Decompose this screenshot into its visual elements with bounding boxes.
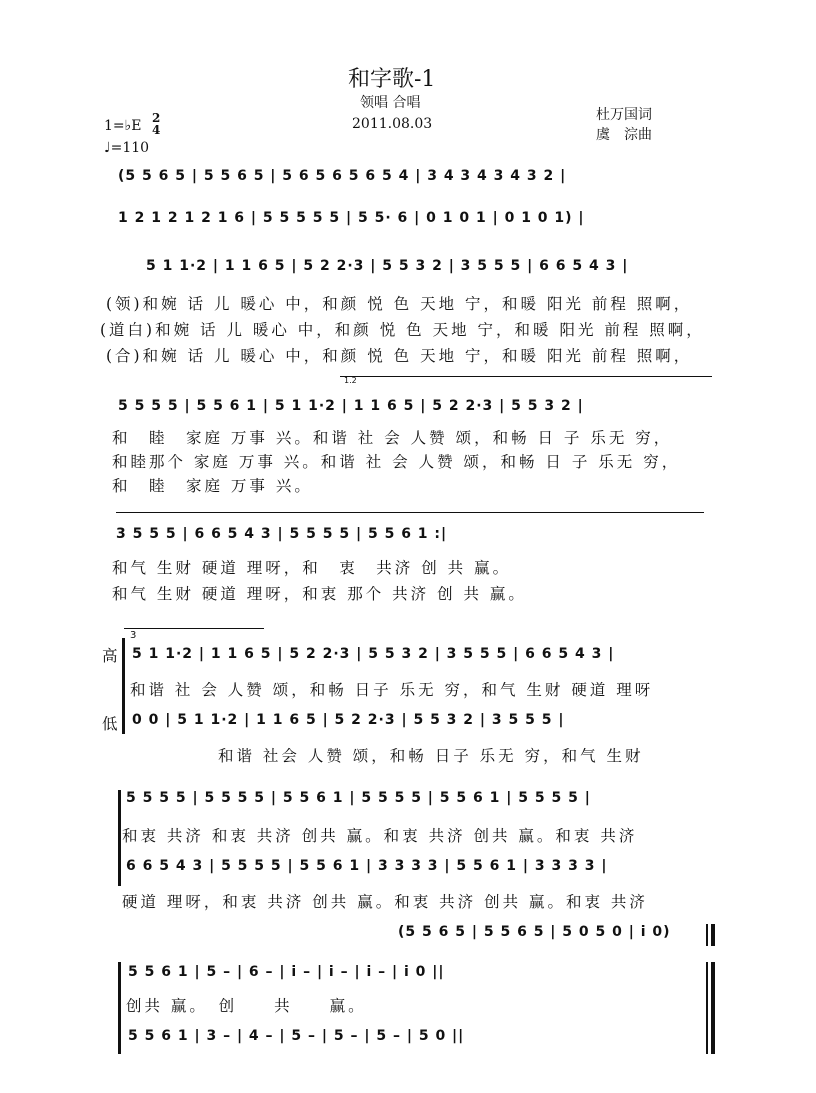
intro-barline-thick: [711, 924, 715, 946]
time-signature: [152, 112, 160, 136]
system-4-notes: 5 5 5 5 | 5 5 6 1 | 5 1 1·2 | 1 1 6 5 | 5 2 2·3 | 5 5 3 2 |: [118, 398, 584, 414]
system-5-lyric-1: 和气 生财 硬道 理呀，和 衷 共济 创 共 赢。: [112, 559, 512, 577]
tempo-mark: ♩=110: [104, 140, 150, 156]
volta-1-2-continuation-line: [116, 512, 704, 513]
system-3-lyric-2: (道白)和婉 话 儿 暖心 中，和颜 悦 色 天地 宁，和暖 阳光 前程 照啊，: [100, 321, 705, 339]
system-3-lyric-1: (领)和婉 话 儿 暖心 中，和颜 悦 色 天地 宁，和暖 阳光 前程 照啊，: [106, 295, 693, 313]
system-3-lyric-3: (合)和婉 话 儿 暖心 中，和颜 悦 色 天地 宁，和暖 阳光 前程 照啊，: [106, 347, 693, 365]
system-2-notes: 1 2 1 2 1 2 1 6 | 5 5 5 5 5 | 5 5· 6 | 0 1 0 1 | 0 1 0 1) |: [118, 210, 585, 226]
voice-high-label: 高: [102, 647, 121, 665]
system-7-high-notes: 5 5 5 5 | 5 5 5 5 | 5 5 6 1 | 5 5 5 5 | 5 5 6 1 | 5 5 5 5 |: [126, 790, 591, 806]
lyricist: 杜万国词: [596, 107, 652, 123]
volta-3-label: 3: [130, 630, 137, 641]
system-3-notes: 5 1 1·2 | 1 1 6 5 | 5 2 2·3 | 5 5 3 2 | 3 5 5 5 | 6 6 5 4 3 |: [146, 258, 629, 274]
system-8-intro-notes: (5 5 6 5 | 5 5 6 5 | 5 0 5 0 | i 0): [398, 924, 671, 940]
system-6-low-notes: 0 0 | 5 1 1·2 | 1 1 6 5 | 5 2 2·3 | 5 5 3 2 | 3 5 5 5 |: [132, 712, 565, 728]
system-5-notes: 3 5 5 5 | 6 6 5 4 3 | 5 5 5 5 | 5 5 6 1 :|: [116, 526, 448, 542]
system-6-low-lyrics: 和谐 社会 人赞 颂，和畅 日子 乐无 穷，和气 生财: [218, 747, 644, 765]
system-8-high-notes: 5 5 6 1 | 5 – | 6 – | i – | i – | i – | i 0 ||: [128, 964, 445, 980]
volta-3-line: [124, 628, 264, 629]
intro-barline-thin: [706, 924, 708, 946]
volta-1-2-line: [340, 376, 712, 377]
system-4-lyric-2: 和睦那个 家庭 万事 兴。和谐 社 会 人赞 颂，和畅 日 子 乐无 穷，: [112, 453, 681, 471]
system-1-notes: (5 5 6 5 | 5 5 6 5 | 5 6 5 6 5 6 5 4 | 3 4 3 4 3 4 3 2 |: [118, 168, 567, 184]
system-4-lyric-3: 和 睦 家庭 万事 兴。: [112, 477, 313, 495]
subtitle: 领唱 合唱: [360, 95, 421, 111]
final-barline-thin: [706, 962, 708, 1054]
time-top: 2: [152, 111, 161, 125]
time-bottom: 4: [152, 123, 161, 137]
system-8-low-notes: 5 5 6 1 | 3 – | 4 – | 5 – | 5 – | 5 – | 5 0 ||: [128, 1028, 465, 1044]
system-4-lyric-1: 和 睦 家庭 万事 兴。和谐 社 会 人赞 颂，和畅 日 子 乐无 穷，: [112, 429, 673, 447]
system-7-high-lyrics: 和衷 共济 和衷 共济 创共 赢。和衷 共济 创共 赢。和衷 共济: [122, 827, 638, 845]
key-signature: 1=♭E: [104, 118, 142, 134]
system-6-high-lyrics: 和谐 社 会 人赞 颂，和畅 日子 乐无 穷，和气 生财 硬道 理呀: [130, 681, 654, 699]
date: 2011.08.03: [352, 116, 433, 132]
final-barline-thick: [711, 962, 715, 1054]
system-8-high-lyrics: 创共 赢。 创 共 赢。: [126, 997, 367, 1015]
system-7-low-lyrics: 硬道 理呀，和衷 共济 创共 赢。和衷 共济 创共 赢。和衷 共济: [122, 893, 648, 911]
system-7-low-notes: 6 6 5 4 3 | 5 5 5 5 | 5 5 6 1 | 3 3 3 3 | 5 5 6 1 | 3 3 3 3 |: [126, 858, 608, 874]
song-title: 和字歌-1: [348, 67, 436, 92]
composer: 虞 淙曲: [596, 127, 652, 143]
volta-1-2-label: 1.2: [344, 376, 357, 385]
voice-low-label: 低: [102, 715, 121, 733]
system-6-high-notes: 5 1 1·2 | 1 1 6 5 | 5 2 2·3 | 5 5 3 2 | 3 5 5 5 | 6 6 5 4 3 |: [132, 646, 615, 662]
system-6-bracket: [122, 638, 129, 734]
system-8-bracket: [118, 962, 125, 1054]
system-5-lyric-2: 和气 生财 硬道 理呀，和衷 那个 共济 创 共 赢。: [112, 585, 527, 603]
